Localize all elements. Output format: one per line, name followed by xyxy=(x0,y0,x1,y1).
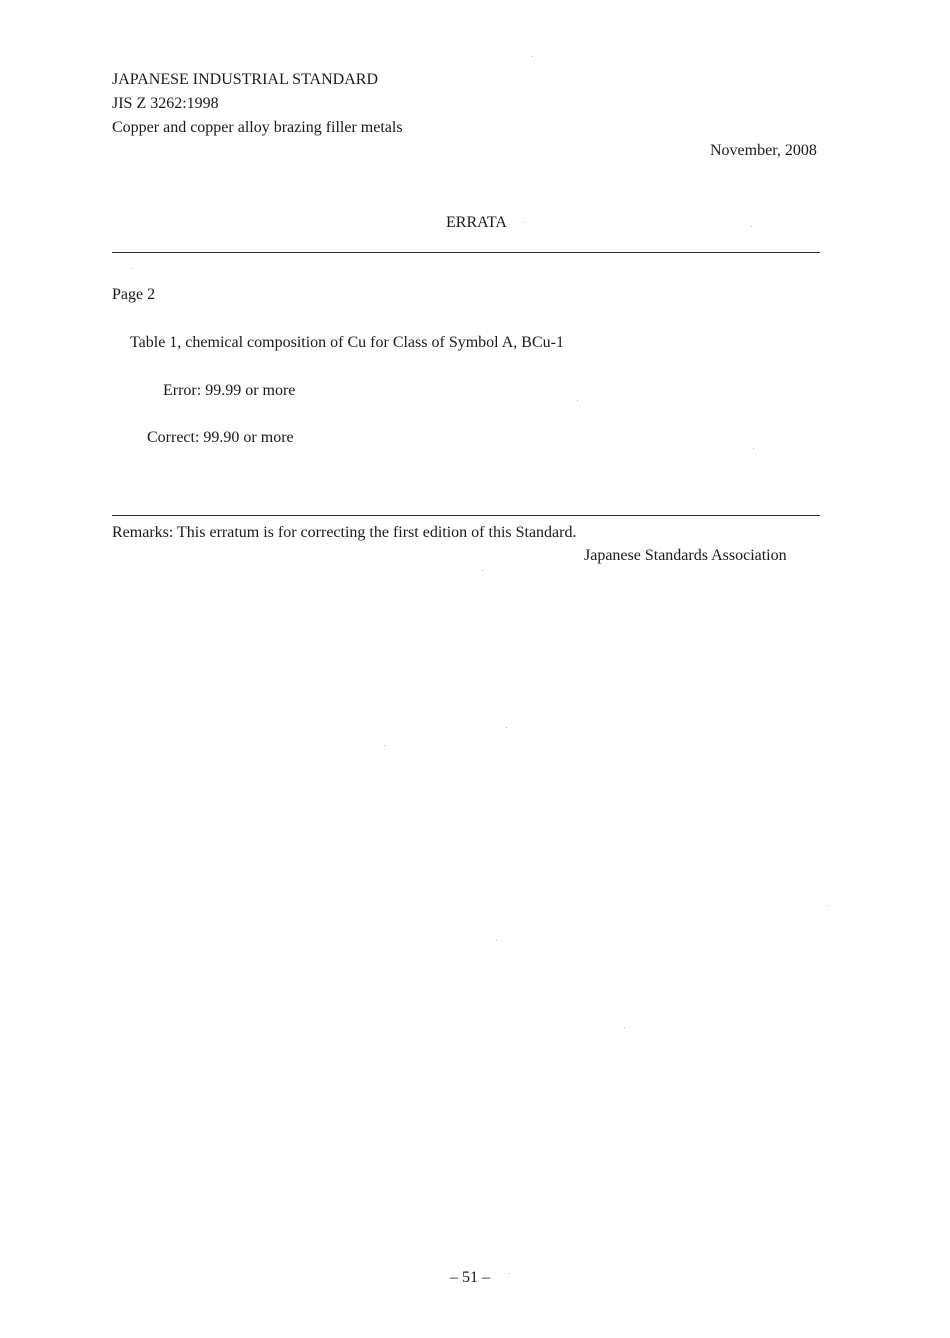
error-line: Error: 99.99 or more xyxy=(163,382,296,399)
issue-date: November, 2008 xyxy=(710,142,817,159)
correct-line: Correct: 99.90 or more xyxy=(147,429,294,446)
top-divider xyxy=(112,252,820,253)
bottom-divider xyxy=(112,515,820,516)
standard-code: JIS Z 3262:1998 xyxy=(112,95,219,112)
scan-speck xyxy=(624,1027,625,1028)
scan-speck xyxy=(751,226,752,227)
scan-speck xyxy=(506,727,507,728)
remarks-text: Remarks: This erratum is for correcting the first edition of this Standard. xyxy=(112,524,577,541)
scan-speck xyxy=(531,56,532,57)
errata-title: ERRATA xyxy=(446,214,507,231)
scan-speck xyxy=(523,222,524,223)
scan-speck xyxy=(753,448,754,449)
page-number: – 51 – xyxy=(450,1269,490,1286)
scan-speck xyxy=(496,940,497,941)
scan-speck xyxy=(132,268,133,269)
scan-speck xyxy=(384,745,385,746)
page-reference: Page 2 xyxy=(112,286,156,303)
standard-heading: JAPANESE INDUSTRIAL STANDARD xyxy=(112,71,378,88)
standard-subject: Copper and copper alloy brazing filler metals xyxy=(112,119,403,136)
issuer-name: Japanese Standards Association xyxy=(584,547,787,564)
scan-speck xyxy=(828,905,829,906)
scan-speck xyxy=(509,1273,510,1274)
scan-speck xyxy=(482,570,483,571)
correction-location: Table 1, chemical composition of Cu for Class of Symbol A, BCu-1 xyxy=(130,334,564,351)
scan-speck xyxy=(577,400,578,401)
